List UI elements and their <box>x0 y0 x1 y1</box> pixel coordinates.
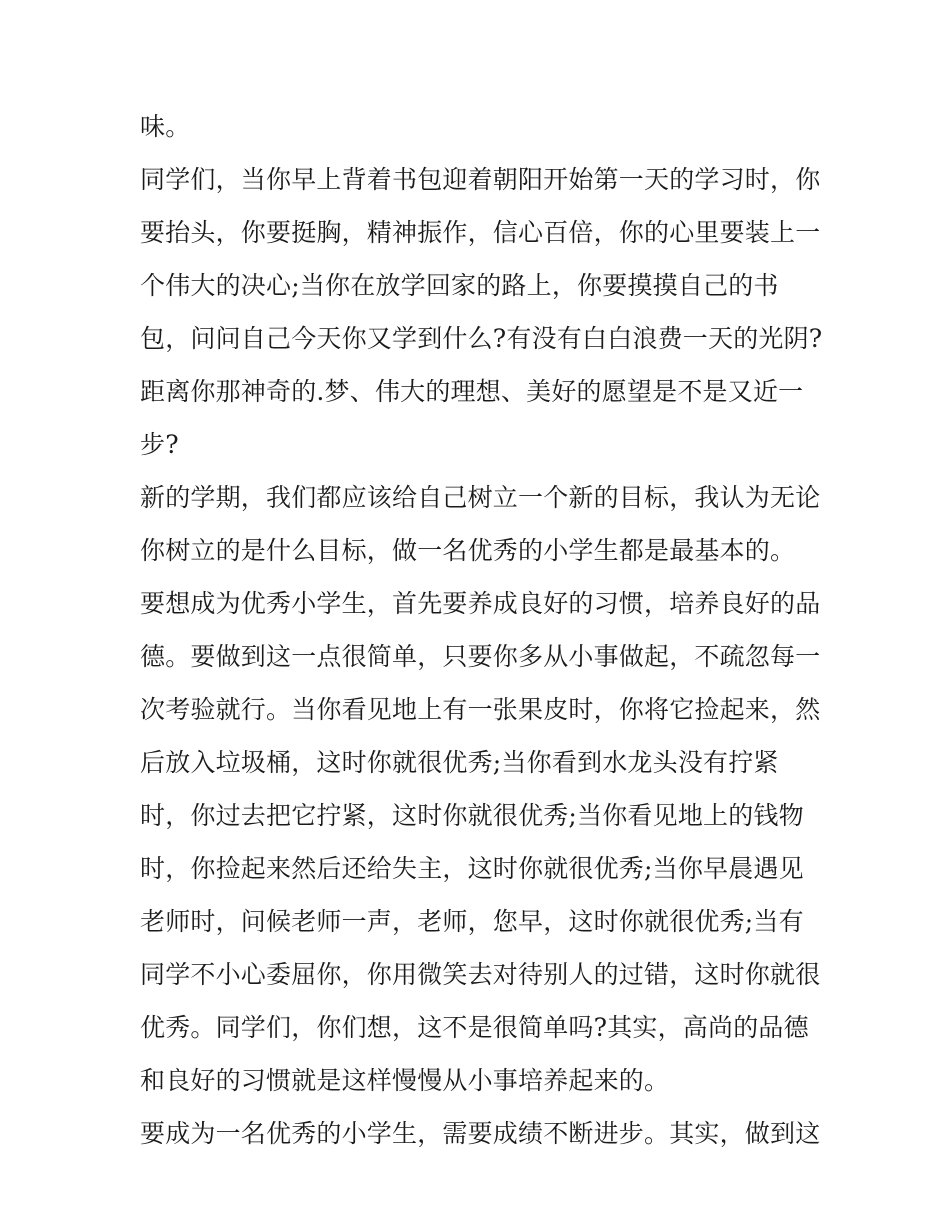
text-line: 时，你捡起来然后还给失主，这时你就很优秀;当你早晨遇见 <box>140 854 804 883</box>
text-line: 优秀。同学们，你们想，这不是很简单吗?其实，高尚的品德 <box>140 1013 809 1042</box>
text-line: 包，问问自己今天你又学到什么?有没有白白浪费一天的光阴? <box>140 324 823 353</box>
text-line: 同学不小心委屈你，你用微笑去对待别人的过错，这时你就很 <box>140 960 821 989</box>
text-line: 味。 <box>140 112 191 141</box>
text-line: 和良好的习惯就是这样慢慢从小事培养起来的。 <box>140 1066 670 1095</box>
text-line: 要成为一名优秀的小学生，需要成绩不断进步。其实，做到这 <box>140 1119 821 1148</box>
text-line: 个伟大的决心;当你在放学回家的路上，你要摸摸自己的书 <box>140 271 779 300</box>
text-line: 新的学期，我们都应该给自己树立一个新的目标，我认为无论 <box>140 483 821 512</box>
text-line: 距离你那神奇的.梦、伟大的理想、美好的愿望是不是又近一 <box>140 377 804 406</box>
text-line: 时，你过去把它拧紧，这时你就很优秀;当你看见地上的钱物 <box>140 801 804 830</box>
text-line: 要抬头，你要挺胸，精神振作，信心百倍，你的心里要装上一 <box>140 218 821 247</box>
text-line: 步? <box>140 430 179 459</box>
text-line: 要想成为优秀小学生，首先要养成良好的习惯，培养良好的品 <box>140 589 821 618</box>
text-line: 德。要做到这一点很简单，只要你多从小事做起，不疏忽每一 <box>140 642 821 671</box>
text-line: 同学们，当你早上背着书包迎着朝阳开始第一天的学习时，你 <box>140 165 821 194</box>
text-line: 后放入垃圾桶，这时你就很优秀;当你看到水龙头没有拧紧 <box>140 748 779 777</box>
text-line: 次考验就行。当你看见地上有一张果皮时，你将它捡起来，然 <box>140 695 821 724</box>
text-line: 老师时，问候老师一声，老师，您早，这时你就很优秀;当有 <box>140 907 804 936</box>
text-line: 你树立的是什么目标，做一名优秀的小学生都是最基本的。 <box>140 536 796 565</box>
